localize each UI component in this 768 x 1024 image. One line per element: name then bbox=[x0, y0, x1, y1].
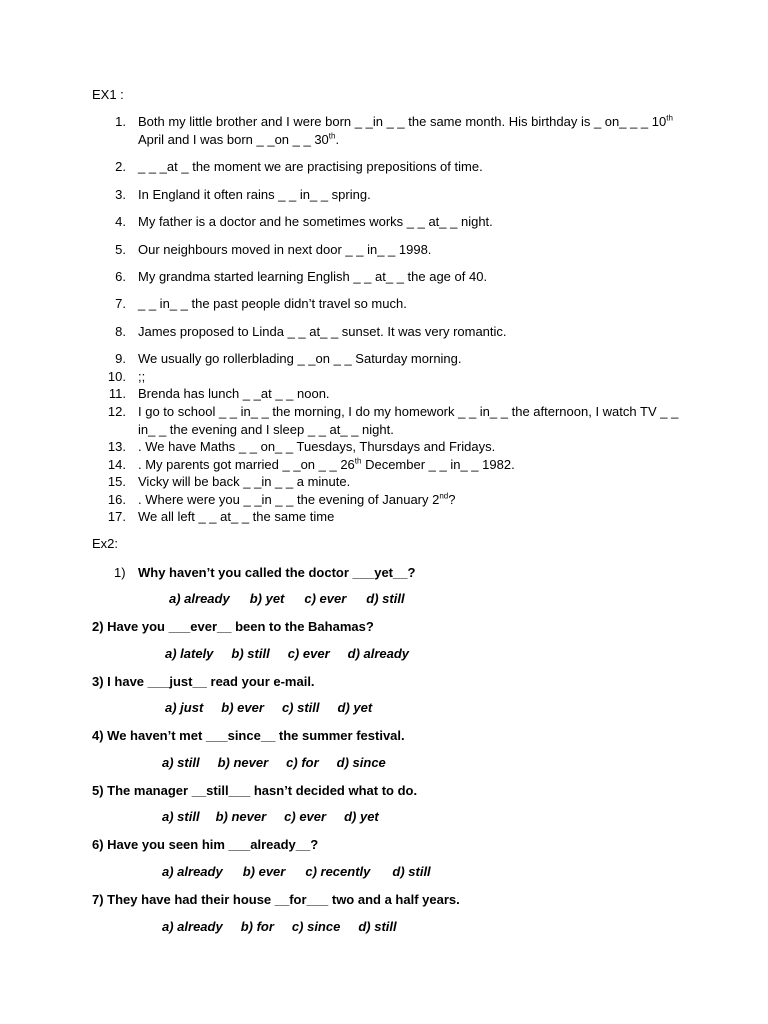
ex1-item-number: 1. bbox=[115, 114, 126, 129]
answer-option: d) still bbox=[392, 864, 431, 879]
ex2-options bbox=[162, 918, 397, 936]
ex2-options bbox=[162, 863, 431, 881]
ex1-item-number: 11. bbox=[108, 386, 126, 401]
text-run: April and I was born _ _on _ _ 30 bbox=[138, 132, 329, 147]
ex1-item-number: 9. bbox=[115, 351, 126, 366]
ex2-question: 2) Have you ___ever__ been to the Bahamas? bbox=[92, 619, 374, 634]
answer-option: c) ever bbox=[287, 646, 330, 661]
ex1-item-text bbox=[138, 508, 683, 526]
answer-option: c) for bbox=[286, 755, 319, 770]
text-run: We usually go rollerblading _ _on _ _ Saturday morning. bbox=[138, 351, 462, 366]
ex1-item-number: 5. bbox=[115, 242, 126, 257]
ex1-item-text bbox=[138, 491, 683, 509]
text-run: . My parents got married _ _on _ _ 26 bbox=[138, 457, 355, 472]
text-run: My father is a doctor and he sometimes works _ _ at_ _ night. bbox=[138, 214, 493, 229]
ex1-item-text bbox=[138, 186, 683, 204]
ex2-question: 4) We haven’t met ___since__ the summer festival. bbox=[92, 728, 405, 743]
text-run: James proposed to Linda _ _ at_ _ sunset. It was very romantic. bbox=[138, 324, 507, 339]
answer-option: c) recently bbox=[305, 864, 371, 879]
answer-option: a) already bbox=[162, 919, 223, 934]
text-run: _ _ in_ _ the past people didn’t travel so much. bbox=[138, 296, 407, 311]
ex1-item-text bbox=[138, 403, 683, 439]
ex2-question: 3) I have ___just__ read your e-mail. bbox=[92, 674, 315, 689]
ex1-item-text bbox=[138, 438, 683, 456]
ex1-item-number: 3. bbox=[115, 187, 126, 202]
answer-option: b) ever bbox=[221, 700, 264, 715]
ordinal-suffix: nd bbox=[439, 491, 449, 501]
ex1-item-text bbox=[138, 295, 683, 313]
answer-option: b) for bbox=[240, 919, 274, 934]
ex1-item-number: 13. bbox=[107, 439, 126, 454]
answer-option: b) still bbox=[231, 646, 270, 661]
ordinal-suffix: th bbox=[666, 113, 673, 123]
ex1-item-number: 17. bbox=[107, 509, 126, 524]
answer-option: a) lately bbox=[165, 646, 214, 661]
ex2-options bbox=[165, 645, 409, 663]
answer-option: a) just bbox=[165, 700, 204, 715]
text-run: My grandma started learning English _ _ at_ _ the age of 40. bbox=[138, 269, 488, 284]
ex1-item-text bbox=[138, 158, 683, 176]
answer-option: a) already bbox=[169, 591, 230, 606]
answer-option: a) already bbox=[162, 864, 223, 879]
text-run: We all left _ _ at_ _ the same time bbox=[138, 509, 335, 524]
text-run: Brenda has lunch _ _at _ _ noon. bbox=[138, 386, 330, 401]
ex2-options bbox=[162, 808, 379, 826]
ex1-item-text bbox=[138, 268, 683, 286]
ex1-item-number: 4. bbox=[115, 214, 126, 229]
answer-option: a) still bbox=[162, 809, 200, 824]
answer-option: d) yet bbox=[344, 809, 379, 824]
answer-option: c) still bbox=[281, 700, 320, 715]
ex2-question-number: 1) bbox=[114, 565, 126, 580]
ex2-heading: Ex2: bbox=[92, 536, 119, 551]
ex1-item-number: 15. bbox=[107, 474, 126, 489]
answer-option: c) since bbox=[291, 919, 341, 934]
answer-option: b) never bbox=[215, 809, 267, 824]
ex1-item-text bbox=[138, 350, 683, 368]
text-run: ;; bbox=[138, 369, 146, 384]
answer-option: d) still bbox=[366, 591, 405, 606]
ordinal-suffix: th bbox=[354, 456, 362, 466]
ex2-options bbox=[169, 590, 405, 608]
text-run: . We have Maths _ _ on_ _ Tuesdays, Thursdays and Fridays. bbox=[138, 439, 496, 454]
ex2-question: 5) The manager __still___ hasn’t decided what to do. bbox=[92, 783, 418, 798]
text-run: Both my little brother and I were born _ _in _ _ the same month. His birthday is _ on_ _ _ 10 bbox=[138, 114, 667, 129]
answer-option: d) still bbox=[358, 919, 397, 934]
ex1-item-text bbox=[138, 113, 683, 149]
ex1-item-number: 8. bbox=[115, 324, 126, 339]
text-run: _ _ _at _ the moment we are practising prepositions of time. bbox=[138, 159, 483, 174]
text-run: December _ _ in_ _ 1982. bbox=[361, 457, 515, 472]
text-run: Our neighbours moved in next door _ _ in_ _ 1998. bbox=[138, 242, 432, 257]
ex1-item-number: 2. bbox=[115, 159, 126, 174]
ex1-item-number: 12. bbox=[107, 404, 126, 419]
answer-option: c) ever bbox=[304, 591, 347, 606]
answer-option: b) never bbox=[217, 755, 269, 770]
answer-option: b) ever bbox=[242, 864, 286, 879]
ordinal-suffix: th bbox=[328, 131, 336, 141]
text-run: . bbox=[335, 132, 340, 147]
answer-option: d) already bbox=[347, 646, 410, 661]
ex1-item-text bbox=[138, 385, 683, 403]
ex1-item-text bbox=[138, 323, 683, 341]
ex1-item-number: 10. bbox=[107, 369, 126, 384]
ex1-item-number: 6. bbox=[115, 269, 126, 284]
ex1-item-number: 7. bbox=[115, 296, 126, 311]
ex1-item-text bbox=[138, 368, 683, 386]
ex2-question: Why haven’t you called the doctor ___yet__? bbox=[138, 565, 416, 580]
text-run: Vicky will be back _ _in _ _ a minute. bbox=[138, 474, 351, 489]
ex1-item-number: 16. bbox=[107, 492, 126, 507]
ex1-heading: EX1 : bbox=[92, 87, 124, 102]
ex1-item-text bbox=[138, 213, 683, 231]
text-run: I go to school _ _ in_ _ the morning, I do my homework _ _ in_ _ the afternoon, I watch TV _ _ in_ _ the evening and I sleep _ _ at_ _ night. bbox=[138, 404, 679, 437]
answer-option: d) yet bbox=[337, 700, 373, 715]
ex2-options bbox=[162, 754, 386, 772]
ex1-item-text bbox=[138, 241, 683, 259]
answer-option: a) still bbox=[162, 755, 200, 770]
text-run: In England it often rains _ _ in_ _ spring. bbox=[138, 187, 371, 202]
ex1-item-text bbox=[138, 456, 683, 474]
answer-option: d) since bbox=[336, 755, 386, 770]
answer-option: b) yet bbox=[249, 591, 285, 606]
ex1-item-text bbox=[138, 473, 683, 491]
ex2-question: 6) Have you seen him ___already__? bbox=[92, 837, 319, 852]
answer-option: c) ever bbox=[284, 809, 327, 824]
ex2-question: 7) They have had their house __for___ two and a half years. bbox=[92, 892, 460, 907]
ex2-options bbox=[165, 699, 372, 717]
text-run: . Where were you _ _in _ _ the evening of January 2 bbox=[138, 492, 440, 507]
text-run: ? bbox=[448, 492, 456, 507]
ex1-item-number: 14. bbox=[107, 457, 126, 472]
